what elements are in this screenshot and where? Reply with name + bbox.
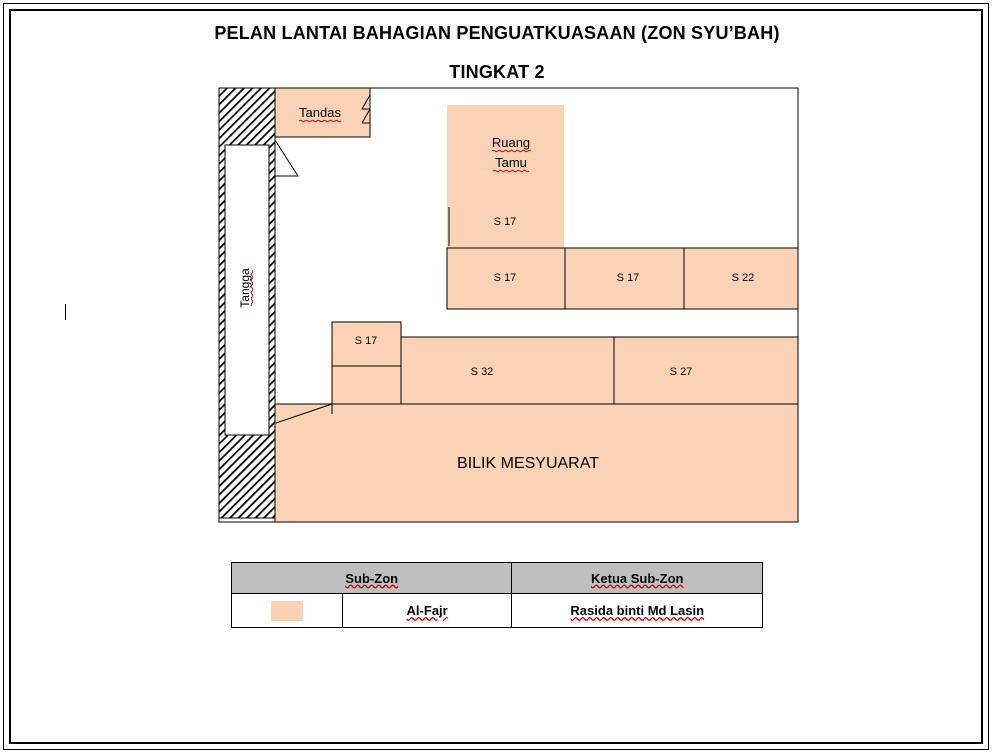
legend-leader-name: Rasida binti Md Lasin (512, 594, 763, 628)
label-tamu: Tamu (495, 155, 527, 170)
label-ruang: Ruang (491, 135, 531, 150)
legend-table (231, 562, 763, 628)
label-s22: S 22 (731, 272, 755, 284)
legend-swatch-cell (232, 594, 343, 628)
legend-subzone-name: Al-Fajr (342, 594, 512, 628)
legend-header-leader: Ketua Sub-Zon (512, 563, 763, 594)
legend-swatch (271, 601, 303, 621)
page-title: PELAN LANTAI BAHAGIAN PENGUATKUASAAN (ZON SYU’BAH) (214, 23, 780, 43)
room-s27 (614, 337, 798, 404)
label-bilik-mesyuarat: BILIK MESYUARAT (457, 455, 599, 472)
legend-header-row (232, 563, 763, 594)
label-s17-a: S 17 (493, 216, 517, 228)
label-s32: S 32 (470, 366, 494, 378)
room-s32 (401, 337, 614, 404)
label-s17-c: S 17 (616, 272, 640, 284)
legend-header-subzone: Sub-Zon (232, 563, 512, 594)
room-s17-d-lower (332, 366, 401, 404)
label-tandas: Tandas (299, 105, 341, 120)
legend-row (232, 594, 763, 628)
label-s17-b: S 17 (493, 272, 517, 284)
label-tangga: Tangga (238, 268, 252, 308)
floor-subtitle: TINGKAT 2 (449, 62, 545, 82)
label-s17-d: S 17 (354, 335, 378, 347)
label-s27: S 27 (669, 366, 693, 378)
